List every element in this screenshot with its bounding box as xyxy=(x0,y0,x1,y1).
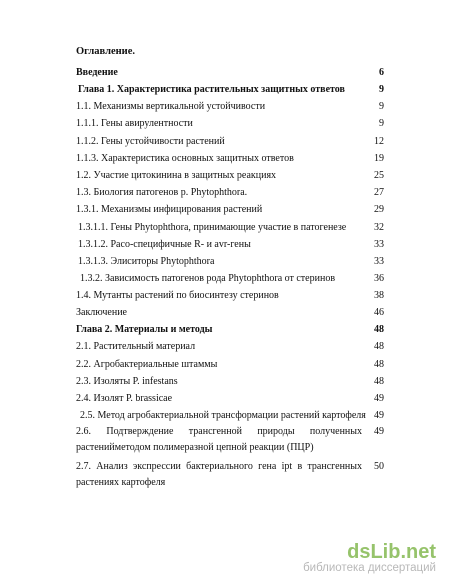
toc-entry-title-line2: растенийметодом полимеразной цепной реакции (ПЦР) xyxy=(76,442,314,453)
toc-entry-page: 48 xyxy=(374,324,384,335)
toc-entry-title: 1.4. Мутанты растений по биосинтезу стеринов xyxy=(76,290,279,301)
toc-entry-title: 2.3. Изоляты P. infestans xyxy=(76,376,178,387)
toc-entry-page: 49 xyxy=(374,426,384,437)
toc-entry-page: 19 xyxy=(374,153,384,164)
toc-entry-page: 27 xyxy=(374,187,384,198)
toc-entry-page: 33 xyxy=(374,256,384,267)
toc-entry-title: 1.3.1.2. Расо-специфичные R- и avr-гены xyxy=(78,239,251,250)
toc-entry-page: 33 xyxy=(374,239,384,250)
toc-entry-page: 9 xyxy=(379,118,384,129)
toc-entry-page: 9 xyxy=(379,84,384,95)
toc-entry-page: 49 xyxy=(374,393,384,404)
toc-entry-title: 1.3.2. Зависимость патогенов рода Phytophthora от стеринов xyxy=(80,273,336,284)
toc-entry-title: Заключение xyxy=(76,307,127,318)
toc-entry-title: Глава 1. Характеристика растительных защитных ответов xyxy=(78,84,345,95)
toc-entry-page: 48 xyxy=(374,341,384,352)
toc-entry-title-line1: 2.7. Анализ экспрессии бактериального гена ipt в трансгенных xyxy=(76,461,362,472)
watermark-logo: dsLib.net xyxy=(347,541,436,563)
toc-entry-page: 46 xyxy=(374,307,384,318)
toc-entry-title: 1.1.2. Гены устойчивости растений xyxy=(76,136,225,147)
toc-entry-wrapped xyxy=(76,459,362,491)
watermark xyxy=(303,541,436,574)
toc-entry-page: 9 xyxy=(379,101,384,112)
toc-entry-page: 36 xyxy=(374,273,384,284)
toc-entry-page: 32 xyxy=(374,222,384,233)
toc-entry-wrapped xyxy=(76,424,362,456)
toc-entry-title: 1.2. Участие цитокинина в защитных реакциях xyxy=(76,170,277,181)
toc-entry-title: 1.3.1. Механизмы инфицирования растений xyxy=(76,204,263,215)
toc-heading: Оглавление. xyxy=(76,46,136,57)
toc-entry-title: 1.1. Механизмы вертикальной устойчивости xyxy=(76,101,266,112)
toc-entry-page: 50 xyxy=(374,461,384,472)
toc-entry-page: 48 xyxy=(374,376,384,387)
toc-entry-page: 48 xyxy=(374,359,384,370)
toc-entry-page: 6 xyxy=(379,67,384,78)
toc-entry-page: 25 xyxy=(374,170,384,181)
toc-entry-title-line2: растениях картофеля xyxy=(76,477,166,488)
toc-entry-title: 2.2. Агробактериальные штаммы xyxy=(76,359,218,370)
toc-entry-title: 2.5. Метод агробактериальной трансформации растений картофеля xyxy=(80,410,366,421)
toc-entry-title: 1.3.1.1. Гены Phytophthora, принимающие участие в патогенезе xyxy=(78,222,347,233)
toc-entry-title: 1.3. Биология патогенов р. Phytophthora. xyxy=(76,187,248,198)
toc-entry-title: 1.1.3. Характеристика основных защитных ответов xyxy=(76,153,294,164)
toc-entry-page: 29 xyxy=(374,204,384,215)
toc-entry-title: 1.1.1. Гены авирулентности xyxy=(76,118,193,129)
watermark-subtitle: библиотека диссертаций xyxy=(303,562,436,574)
toc-entry-title: 1.3.1.3. Элиситоры Phytophthora xyxy=(78,256,215,267)
toc-entry-title: Глава 2. Материалы и методы xyxy=(76,324,213,335)
toc-entry-title: Введение xyxy=(76,67,118,78)
toc-entry-page: 38 xyxy=(374,290,384,301)
toc-entry-page: 12 xyxy=(374,136,384,147)
toc-entry-title: 2.1. Растительный материал xyxy=(76,341,196,352)
toc-entry-page: 49 xyxy=(374,410,384,421)
toc-entry-title-line1: 2.6. Подтверждение трансгенной природы полученных xyxy=(76,426,362,437)
toc-entry-title: 2.4. Изолят P. brassicae xyxy=(76,393,173,404)
